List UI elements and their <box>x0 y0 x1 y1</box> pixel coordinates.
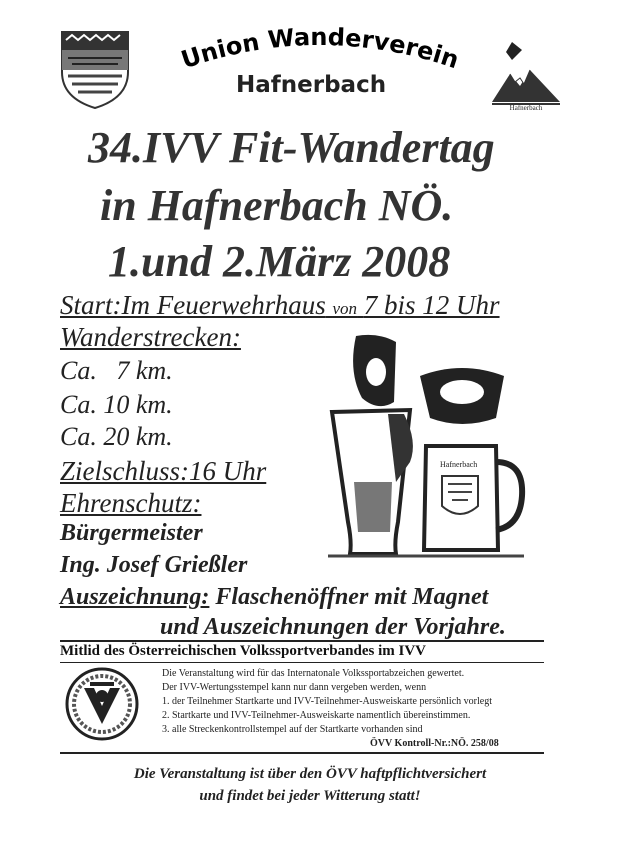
award-line1 <box>60 584 488 611</box>
mountain-logo-icon <box>488 38 564 112</box>
patron-heading: Ehrenschutz: <box>60 488 202 518</box>
patron-name: Ing. Josef Grießler <box>60 552 248 578</box>
start-time: 7 bis 12 Uhr <box>363 290 500 320</box>
logo-caption: Hafnerbach <box>509 104 543 112</box>
club-town: Hafnerbach <box>236 72 387 98</box>
footer-line2: und findet bei jeder Witterung statt! <box>199 788 421 804</box>
route-7km: Ca. 7 km. <box>60 356 173 385</box>
finish-time: Zielschluss:16 Uhr <box>60 456 267 486</box>
control-number: ÖVV Kontroll-Nr.:NÖ. 258/08 <box>370 738 499 749</box>
award-label: Auszeichnung: <box>60 584 210 610</box>
svg-text:Union Wanderverein <box>178 23 463 74</box>
info-line-5: 3. alle Streckenkontrollstempel auf der Startkarte vorhanden sind <box>162 724 423 735</box>
info-line-2: Der IVV-Wertungsstempel kann nur dann vergeben werden, wenn <box>162 682 427 693</box>
club-name-text: Union Wanderverein <box>177 22 463 75</box>
divider-top <box>60 640 544 642</box>
route-20km: Ca. 20 km. <box>60 422 173 451</box>
info-line-4: 2. Startkarte und IVV-Teilnehmer-Ausweiskarte namentlich übereinstimmen. <box>162 710 471 721</box>
start-small: von <box>332 299 358 318</box>
routes-heading: Wanderstrecken: <box>60 322 241 352</box>
info-line-1: Die Veranstaltung wird für das Internatonale Volkssportabzeichen gewertet. <box>162 668 465 679</box>
headline-line2: in Hafnerbach NÖ. <box>100 181 454 230</box>
headline-line1: 34.IVV Fit-Wandertag <box>88 123 495 172</box>
headline-line3: 1.und 2.März 2008 <box>108 237 451 286</box>
member-line: Mitlid des Österreichischen Volkssportverbandes im IVV <box>60 643 426 659</box>
award-text1: Flaschenöffner mit Magnet <box>215 584 489 610</box>
award-line2: und Auszeichnungen der Vorjahre. <box>160 614 506 640</box>
coat-of-arms-icon <box>58 28 132 110</box>
mug-label: Hafnerbach <box>440 460 478 469</box>
divider-bottom <box>60 752 544 754</box>
patron-role: Bürgermeister <box>60 520 203 546</box>
info-line-3: 1. der Teilnehmer Startkarte und IVV-Teilnehmer-Ausweiskarte persönlich vorlegt <box>162 696 492 707</box>
start-line <box>60 290 500 321</box>
footer-line1: Die Veranstaltung ist über den ÖVV haftpflichtversichert <box>133 766 487 782</box>
ovv-emblem-icon <box>64 666 140 742</box>
start-prefix: Start:Im Feuerwehrhaus <box>60 290 326 320</box>
divider-mid <box>60 662 544 663</box>
route-10km: Ca. 10 km. <box>60 390 173 419</box>
